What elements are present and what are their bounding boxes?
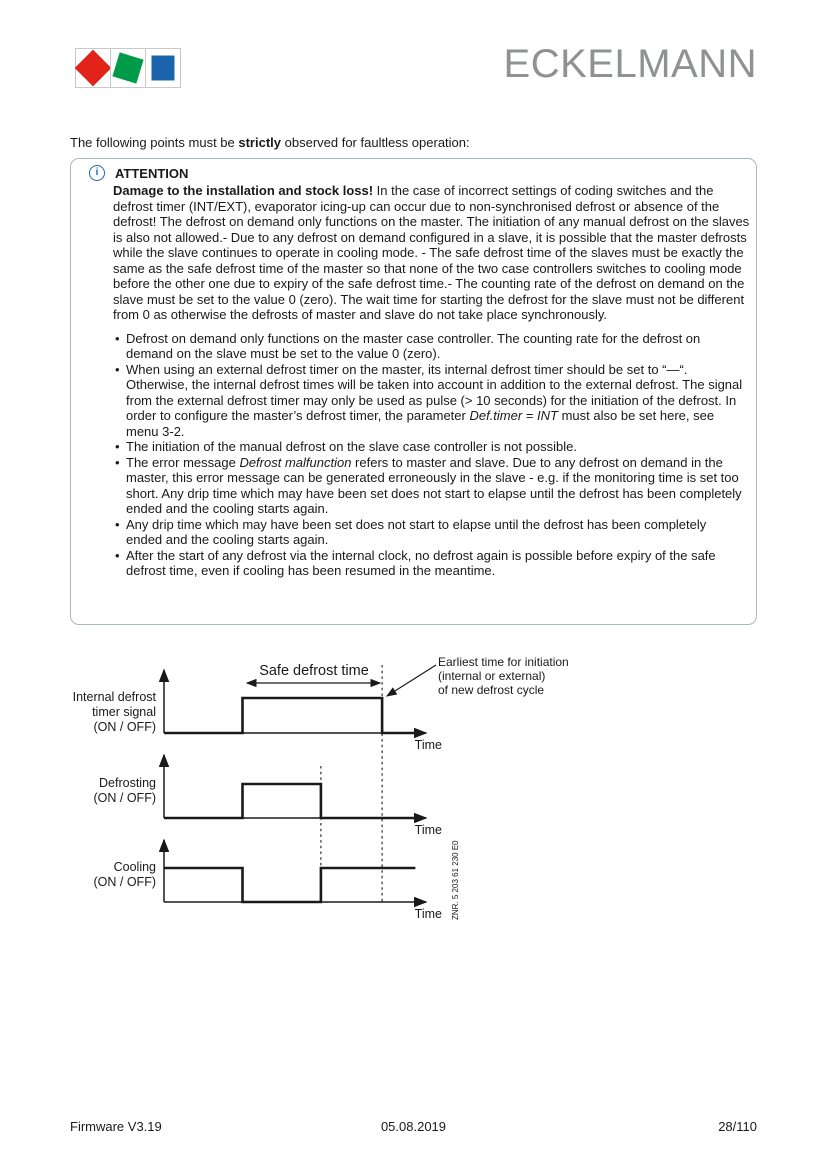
attention-bullet: • Any drip time which may have been set does not start to elapse until the defrost has been completely ended and the cooling starts again.	[113, 517, 743, 548]
signal-trace	[164, 698, 415, 733]
annotation-arrow	[387, 665, 436, 696]
attention-bullet: • Defrost on demand only functions on the master case controller. The counting rate for the defrost on demand on the slave must be set to the value 0 (zero).	[113, 331, 743, 362]
attention-title: ATTENTION	[115, 165, 189, 181]
panel-defrosting	[94, 755, 443, 837]
brand-wordmark: ECKELMANN	[503, 42, 757, 86]
time-axis-label: Time	[414, 738, 442, 752]
attention-box	[70, 158, 757, 625]
attention-body: Damage to the installation and stock loss! In the case of incorrect settings of coding switches and the defrost timer (INT/EXT), evaporator icing-up can occur due to non-synchronised defrost or absence of the defrost! The defrost on demand only functions on the master. The initiation of any manual defrost on the slaves is also not allowed.- Due to any defrost on demand configured in a slave, it is possible that the master defrosts while the slave continues to operate in cooling mode. - The safe defrost time of the slaves must be exactly the same as the safe defrost time of the master so that none of the two case controllers switches to cooling mode before the other one due to expiry of the safe defrost time.- The counting rate of the defrost on demand on the slave must be set to the value 0 (zero). The wait time for starting the defrost for the slave must not be different from 0 as otherwise the defrosts of master and slave do not take place synchronously.	[113, 183, 750, 322]
panel-internal-defrost-timer	[73, 670, 442, 752]
blue-square-icon	[152, 56, 175, 81]
logo-cell	[75, 48, 111, 88]
info-icon: i	[89, 165, 105, 181]
signal-trace	[164, 784, 415, 818]
logo-cell	[145, 48, 181, 88]
drawing-number-note: ZNR. 5 203 61 230 E0	[451, 840, 460, 920]
attention-header	[89, 165, 740, 181]
intro-text: The following points must be strictly observed for faultless operation:	[70, 135, 470, 150]
attention-bullet-list	[113, 331, 743, 579]
signal-trace	[164, 868, 415, 902]
green-square-icon	[112, 52, 143, 83]
panel-label: Cooling (ON / OFF)	[93, 860, 156, 889]
footer-date: 05.08.2019	[380, 1119, 447, 1134]
time-axis-label: Time	[414, 907, 442, 921]
logo-cell	[110, 48, 146, 88]
time-axis-label: Time	[414, 823, 442, 837]
red-diamond-icon	[75, 50, 112, 87]
footer-page-number: 28/110	[718, 1119, 757, 1134]
panel-label: Internal defrost timer signal (ON / OFF)	[72, 690, 156, 734]
attention-bullet: • The error message Defrost malfunction refers to master and slave. Due to any defrost on demand in the master, this error message can be generated erroneously in the slave - e.g. if the monitoring time is set too short. Any drip time which may have been set does not start to elapse until the defrost has been completely ended and the cooling starts again.	[113, 455, 743, 517]
panel-label: Defrosting (ON / OFF)	[93, 776, 156, 805]
eckelmann-logo-mark	[75, 48, 181, 88]
footer-firmware-version: Firmware V3.19	[70, 1119, 162, 1134]
annotation-text: Earliest time for initiation (internal or external) of new defrost cycle	[438, 655, 569, 697]
timing-diagram	[70, 640, 610, 940]
panel-cooling	[94, 840, 443, 921]
attention-bullet: • When using an external defrost timer on the master, its internal defrost timer should be set to “—“. Otherwise, the internal defrost times will be taken into account in addition to the external defrost. The signal from the external defrost timer may only be used as pulse (> 10 seconds) for the initiation of the defrost. In order to configure the master’s defrost timer, the parameter Def.timer = INT must also be set here, see menu 3-2.	[113, 362, 743, 440]
attention-bullet: • The initiation of the manual defrost on the slave case controller is not possible.	[113, 439, 743, 455]
safe-defrost-time-label: Safe defrost time	[259, 663, 369, 679]
attention-bullet: • After the start of any defrost via the internal clock, no defrost again is possible before expiry of the safe defrost time, even if cooling has been resumed in the meantime.	[113, 548, 743, 579]
